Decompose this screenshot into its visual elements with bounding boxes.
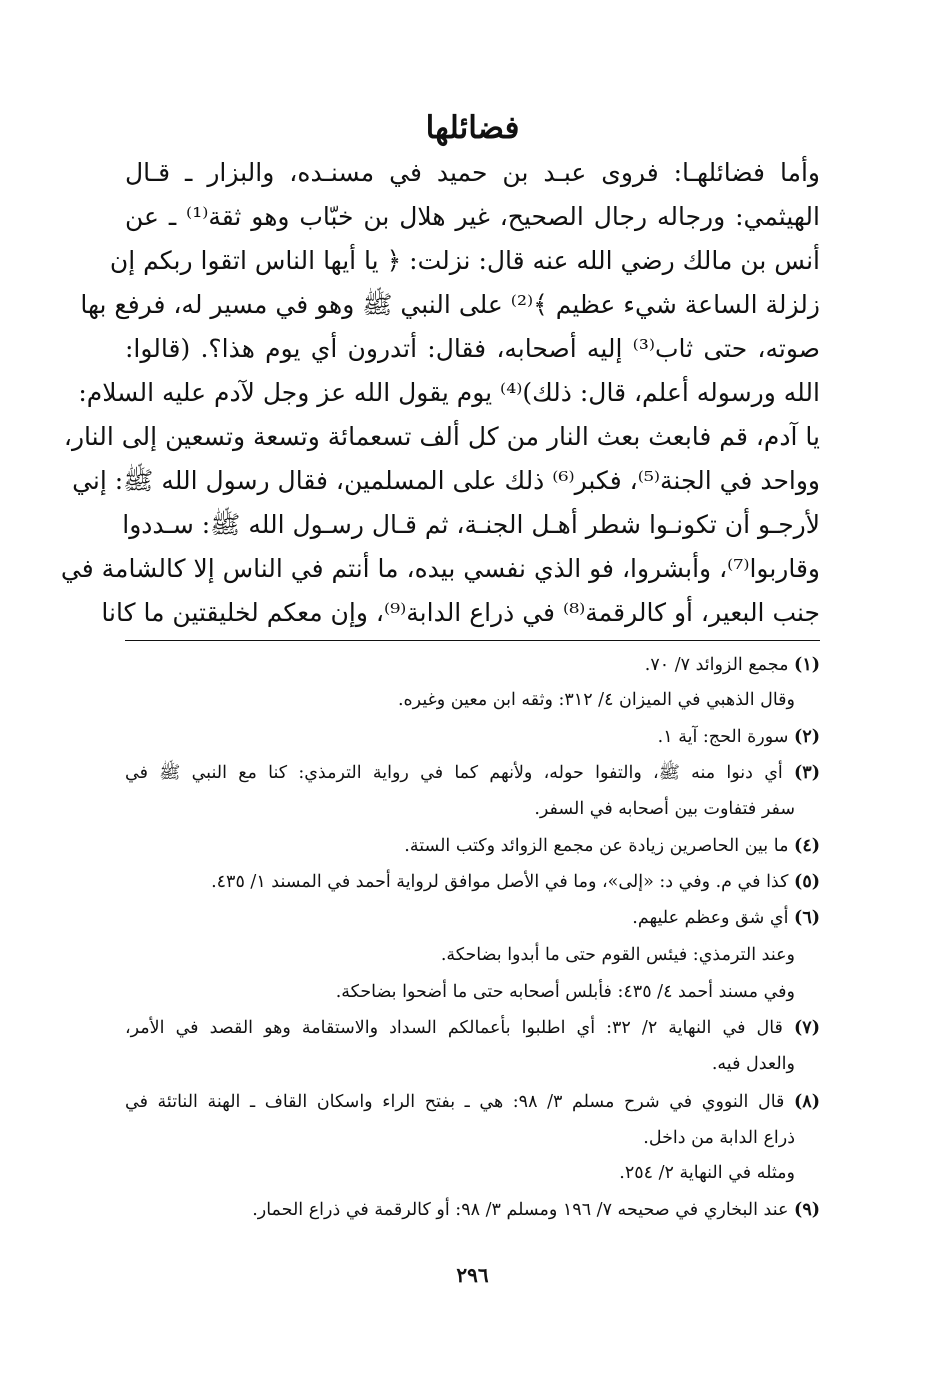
footnote (125, 692, 795, 710)
footnote-text: والعدل فيه. (711, 1054, 795, 1074)
footnote (125, 729, 820, 747)
footnote (125, 984, 795, 1002)
footnote-divider (125, 640, 820, 641)
body-line: وأما فضائلهـا: فروى عبـد بن حميد في مسنـده، والبزار ـ قـال (125, 158, 820, 187)
footnote-text: قال النووي في شرح مسلم ٣/ ٩٨: هي ـ بفتح الراء واسكان القاف ـ الهنة الناتئة في (125, 1092, 785, 1112)
body-line: يا آدم، قم فابعث بعث النار من كل ألف تسعمائة وتسعة وتسعين إلى النار، (63, 422, 820, 451)
footnote-text: سورة الحج: آية ١. (657, 727, 789, 747)
footnote-text: مجمع الزوائد ٧/ ٧٠. (644, 655, 789, 675)
body-line: جنب البعير، أو كالرقمة⁽⁸⁾ في ذراع الدابة⁽⁹⁾، وإن معكم لخليقتين ما كانا (101, 598, 820, 627)
footnote-text: أي دنوا منه ﷺ، والتفوا حوله، ولأنهم كما في رواية الترمذي: كنا مع النبي ﷺ في (125, 763, 783, 783)
footnote (125, 657, 820, 675)
footnote (125, 801, 795, 819)
footnote (125, 838, 820, 856)
footnote-number: (٦) (794, 908, 820, 928)
body-line: الهيثمي: ورجاله رجال الصحيح، غير هلال بن خبّاب وهو ثقة⁽¹⁾ ـ عن (125, 202, 820, 231)
footnote (125, 874, 820, 892)
footnote-text: وعند الترمذي: فيئس القوم حتى ما أبدوا بضاحكة. (440, 945, 795, 965)
footnote-number: (٤) (794, 836, 820, 856)
footnote (125, 1094, 820, 1112)
footnote-number: (٨) (794, 1092, 820, 1112)
footnote-text: سفر فتفاوت بين أصحابه في السفر. (534, 799, 795, 819)
footnote-text: عند البخاري في صحيحه ٧/ ١٩٦ ومسلم ٣/ ٩٨: أو كالرقمة في ذراع الحمار. (252, 1200, 789, 1220)
footnote (125, 1130, 795, 1148)
footnote-number: (٥) (794, 872, 820, 892)
footnote (125, 1056, 795, 1074)
footnote (125, 910, 820, 928)
footnote-text: كذا في م. وفي د: «إلى»، وما في الأصل موافق لرواية أحمد في المسند ١/ ٤٣٥. (211, 872, 789, 892)
body-line: صوته، حتى ثاب⁽³⁾ إليه أصحابه، فقال: أتدرون أي يوم هذا؟. (قالوا: (125, 334, 820, 363)
page-number: ٢٩٦ (456, 1263, 489, 1287)
footnote-number: (٩) (794, 1200, 820, 1220)
body-line: وواحد في الجنة⁽⁵⁾، فكبر⁽⁶⁾ ذلك على المسلمين، فقال رسول الله ﷺ: إني (72, 466, 820, 495)
footnote-text: أي شق وعظم عليهم. (632, 908, 789, 928)
footnote-text: قال في النهاية ٢/ ٣٢: أي اطلبوا بأعمالكم السداد والاستقامة وهو القصد في الأمر، (125, 1018, 783, 1038)
body-line: لأرجـو أن تكونـوا شطر أهـل الجنـة، ثم قـال رسـول الله ﷺ: سـددوا (122, 510, 820, 539)
footnote (125, 765, 820, 783)
footnote-number: (٣) (794, 763, 820, 783)
footnote-text: وفي مسند أحمد ٤/ ٤٣٥: فأبلس أصحابه حتى ما أضحوا بضاحكة. (335, 982, 795, 1002)
footnote (125, 1202, 820, 1220)
footnote (125, 1020, 820, 1038)
footnote-number: (٢) (794, 727, 820, 747)
footnote-text: ومثله في النهاية ٢/ ٢٥٤. (619, 1163, 795, 1183)
footnote (125, 947, 795, 965)
body-line: زلزلة الساعة شيء عظيم ﴾⁽²⁾ على النبي ﷺ وهو في مسير له، فرفع بها (80, 290, 820, 319)
footnote-text: وقال الذهبي في الميزان ٤/ ٣١٢: وثقه ابن معين وغيره. (397, 690, 795, 710)
body-line: الله ورسوله أعلم، قال: ذلك)⁽⁴⁾ يوم يقول الله عز وجل لآدم عليه السلام: (78, 378, 820, 407)
footnote-number: (١) (794, 655, 820, 675)
footnote-text: ما بين الحاصرين زيادة عن مجمع الزوائد وكتب الستة. (404, 836, 789, 856)
footnote-number: (٧) (794, 1018, 820, 1038)
body-line: أنس بن مالك رضي الله عنه قال: نزلت: ﴿ يا أيها الناس اتقوا ربكم إن (109, 246, 820, 275)
footnote-text: ذراع الدابة من داخل. (643, 1128, 795, 1148)
footnote (125, 1165, 795, 1183)
body-line: وقاربوا⁽⁷⁾، وأبشروا، فو الذي نفسي بيده، ما أنتم في الناس إلا كالشامة في (60, 554, 820, 583)
page-title: فضائلها (425, 110, 520, 146)
